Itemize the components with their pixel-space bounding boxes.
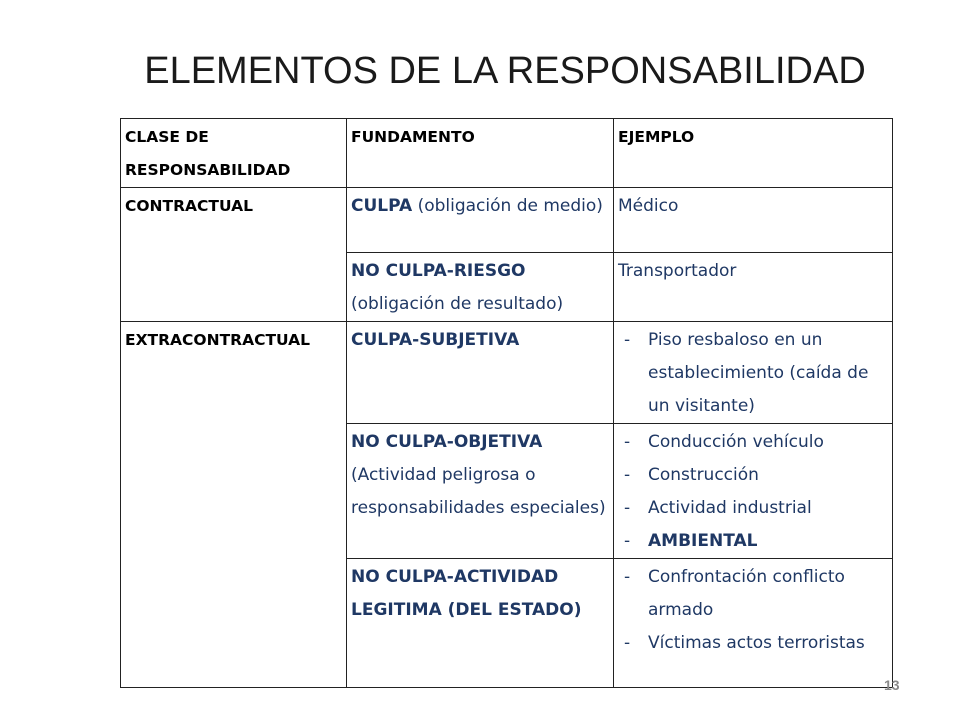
- fundamento-cell: [347, 424, 614, 559]
- ejemplo-cell: [614, 424, 893, 559]
- fundamento-cell: [347, 559, 614, 688]
- fundamento-text: (obligación de resultado): [351, 294, 564, 314]
- fundamento-bold: CULPA-SUBJETIVA: [351, 330, 520, 350]
- example-item: - Piso resbaloso en un establecimiento (caída de un visitante): [618, 324, 888, 423]
- fundamento-bold: NO CULPA-OBJETIVA: [351, 432, 543, 452]
- header-fundamento: FUNDAMENTO: [347, 119, 614, 188]
- fundamento-text: (obligación de medio): [412, 196, 603, 216]
- table-row: [121, 188, 893, 253]
- example-item: - Conducción vehículo: [618, 426, 888, 459]
- fundamento-cell: [347, 253, 614, 322]
- example-bold: AMBIENTAL: [648, 531, 758, 551]
- table-row: [121, 322, 893, 424]
- example-item: - Actividad industrial: [618, 492, 888, 525]
- fundamento-cell: [347, 322, 614, 424]
- fundamento-text: (Actividad peligrosa o responsabilidades especiales): [351, 465, 606, 518]
- ejemplo-cell: Médico: [614, 188, 893, 253]
- fundamento-bold: NO CULPA-ACTIVIDAD LEGITIMA (DEL ESTADO): [351, 567, 582, 620]
- fundamento-bold: NO CULPA-RIESGO: [351, 261, 526, 281]
- class-contractual: CONTRACTUAL: [121, 188, 347, 322]
- ejemplo-cell: Transportador: [614, 253, 893, 322]
- table-header-row: [121, 119, 893, 188]
- fundamento-cell: [347, 188, 614, 253]
- example-item: - Construcción: [618, 459, 888, 492]
- page-number: 13: [884, 677, 900, 693]
- ejemplo-cell: [614, 559, 893, 688]
- page-title: ELEMENTOS DE LA RESPONSABILIDAD: [144, 50, 866, 92]
- responsibility-table: [120, 118, 893, 688]
- example-item: - Víctimas actos terroristas: [618, 627, 888, 660]
- class-extracontractual: EXTRACONTRACTUAL: [121, 322, 347, 688]
- example-item: - Confrontación conflicto armado: [618, 561, 888, 627]
- fundamento-bold: CULPA: [351, 196, 413, 216]
- example-item: [618, 525, 888, 558]
- header-ejemplo: EJEMPLO: [614, 119, 893, 188]
- header-clase: CLASE DE RESPONSABILIDAD: [121, 119, 347, 188]
- ejemplo-cell: [614, 322, 893, 424]
